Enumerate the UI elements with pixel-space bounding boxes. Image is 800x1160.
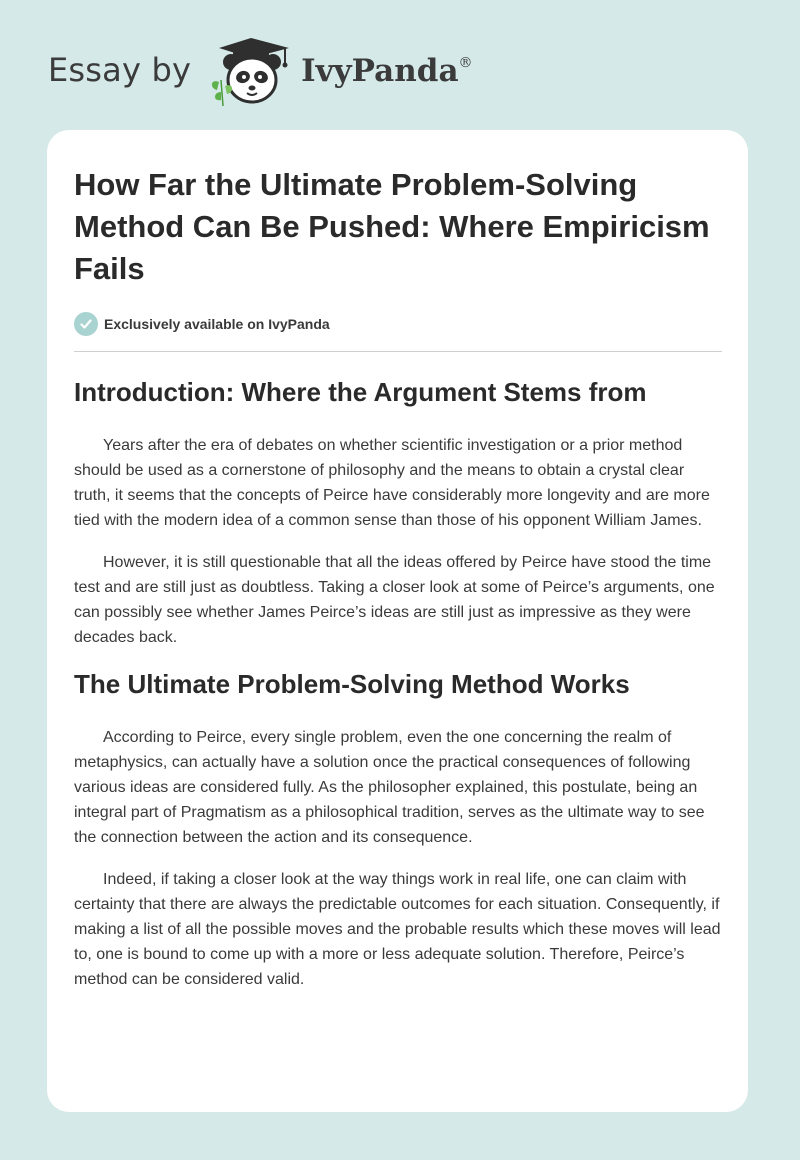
section-introduction: [74, 375, 722, 650]
checkmark-icon: [74, 312, 98, 336]
brand-name[interactable]: IvyPanda®: [301, 53, 473, 89]
trademark-symbol: ®: [458, 55, 473, 71]
paragraph: According to Peirce, every single problem, even the one concerning the realm of metaphysics, can actually have a solution once the practical consequences of following various ideas are considered fully. As the philosopher explained, this postulate, being an integral part of Pragmatism as a philosophical tradition, serves as the ultimate way to see the connection between the action and its consequence.: [74, 729, 705, 846]
section-heading: The Ultimate Problem-Solving Method Works: [74, 669, 630, 699]
exclusive-label: Exclusively available on IvyPanda: [104, 316, 330, 332]
panda-logo-icon[interactable]: [205, 36, 297, 108]
essay-title: How Far the Ultimate Problem-Solving Method Can Be Pushed: Where Empiricism Fails: [74, 167, 710, 286]
brand-prefix: Essay by: [48, 51, 192, 89]
paragraph: Indeed, if taking a closer look at the way things work in real life, one can claim with certainty that there are always the predictable outcomes for each situation. Consequently, if making a list of all the possible moves and the probable results which these moves will lead to, one is bound to come up with a more or less adequate solution. Therefore, Peirce’s method can be considered valid.: [74, 871, 721, 988]
divider: [74, 351, 722, 352]
section-heading: Introduction: Where the Argument Stems from: [74, 377, 647, 407]
paragraph: However, it is still questionable that all the ideas offered by Peirce have stood the time test and are still just as doubtless. Taking a closer look at some of Peirce’s arguments, one can possibly see whether James Peirce’s ideas are still just as impressive as they were decades back.: [74, 554, 715, 646]
essay-card: [47, 130, 748, 1112]
section-method-works: [74, 667, 722, 992]
exclusive-badge: [74, 312, 722, 336]
paragraph: Years after the era of debates on whether scientific investigation or a prior method should be used as a cornerstone of philosophy and the means to obtain a crystal clear truth, it seems that the concepts of Peirce have considerably more longevity and are more tied with the modern idea of a common sense than those of his opponent William James.: [74, 437, 710, 529]
brand-header: [48, 36, 473, 108]
